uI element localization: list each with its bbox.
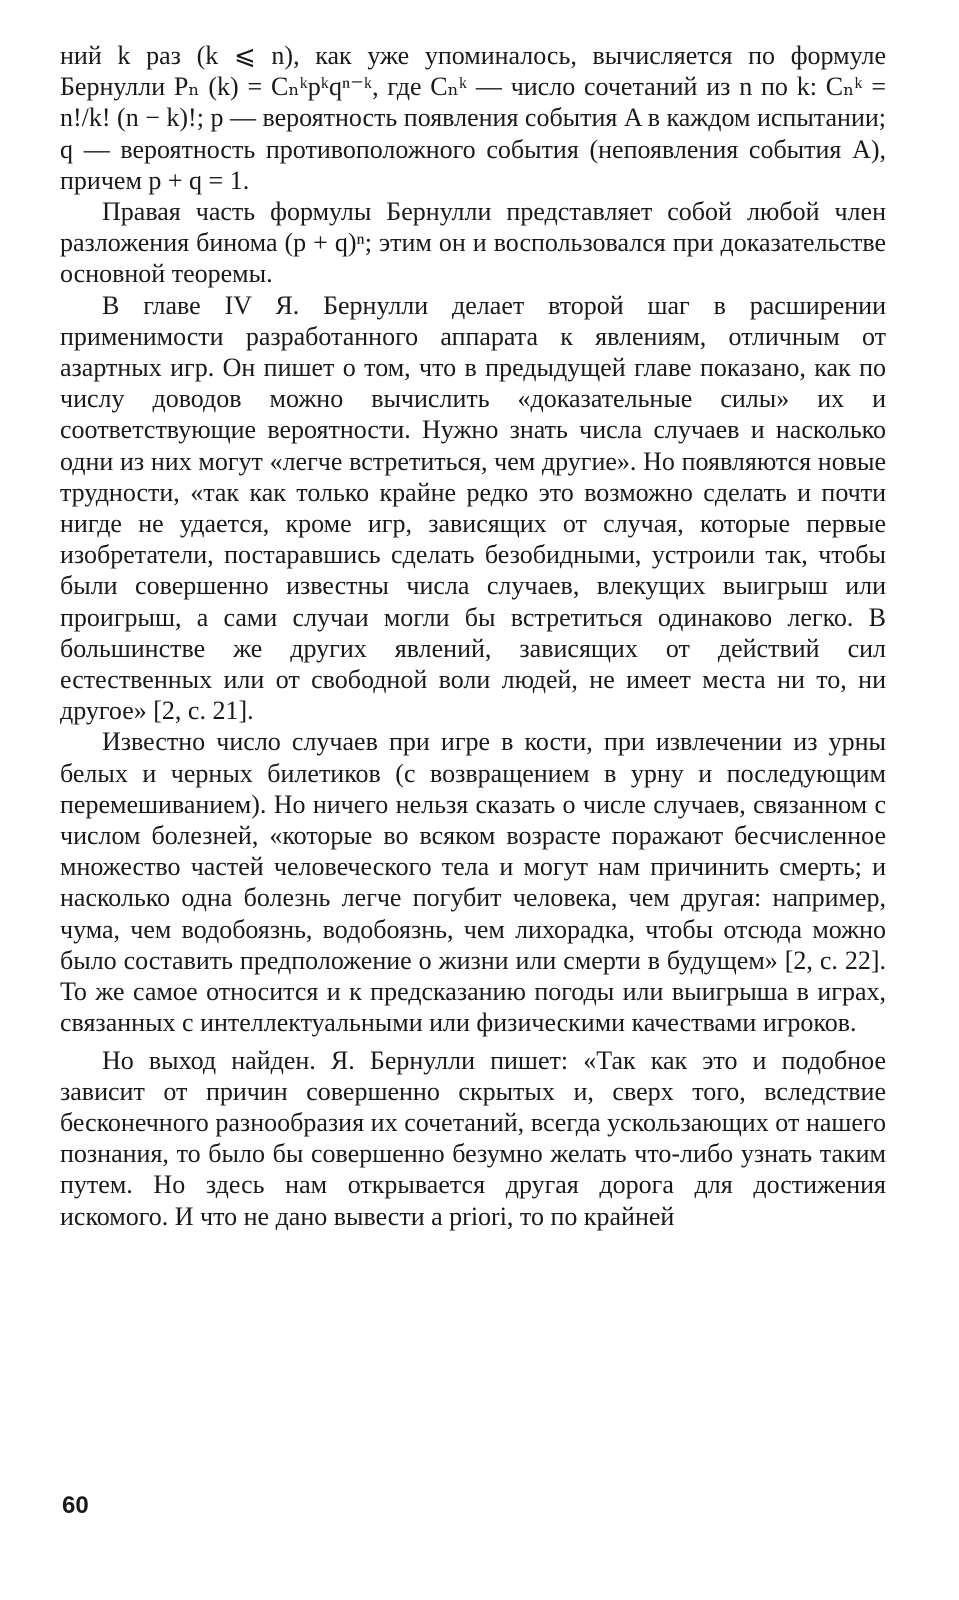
paragraph-2: Правая часть формулы Бернулли представляет собой любой член разложения бинома (p + q)ⁿ; этим он и воспользовался при доказательстве основной теоремы. [60,197,886,289]
paragraph-4: Известно число случаев при игре в кости, при извлечении из урны белых и черных билетиков (с возвращением в урну и последующим перемешиванием). Но ничего нельзя сказать о числе случаев, связанном с числом болезней, «которые во всяком возрасте поражают бесчисленное множество частей человеческого тела и могут нам причинить смерть; и насколько одна болезнь легче погубит человека, чем другая: например, чума, чем водобоязнь, водобоязнь, чем лихорадка, чтобы отсюда можно было составить предположение о жизни или смерти в будущем» [2, с. 22]. То же самое относится и к предсказанию погоды или выигрыша в играх, связанных с интеллектуальными или физическими качествами игроков. [60,727,886,1038]
paragraph-3: В главе IV Я. Бернулли делает второй шаг в расширении применимости разработанного аппарата к явлениям, отличным от азартных игр. Он пишет о том, что в предыдущей главе показано, как по числу доводов можно вычислить «доказательные силы» их и соответствующие вероятности. Нужно знать числа случаев и насколько одни из них могут «легче встретиться, чем другие». Но появляются новые трудности, «так как только крайне редко это возможно сделать и почти нигде не удается, кроме игр, зависящих от случая, которые первые изобретатели, постаравшись сделать безобидными, устроили так, чтобы были совершенно известны числа случаев, влекущих выигрыш или проигрыш, а сами случаи могли бы встретиться одинаково легко. В большинстве же других явлений, зависящих от действий сил естественных или от свободной воли людей, не имеет места ни то, ни другое» [2, с. 21]. [60,290,886,726]
paragraph-5: Но выход найден. Я. Бернулли пишет: «Так как это и подобное зависит от причин совершенно скрытых и, сверх того, вследствие бесконечного разнообразия их сочетаний, всегда ускользающих от нашего познания, то было бы совершенно безумно желать что-либо узнать таким путем. Но здесь нам открывается другая дорога для достижения искомого. И что не дано вывести a priori, то по крайней [60,1045,886,1231]
page-body [60,40,886,1232]
paragraph-1: ний k раз (k ⩽ n), как уже упоминалось, вычисляется по формуле Бернулли Pₙ (k) = Cₙᵏpᵏqⁿ⁻ᵏ, где Cₙᵏ — число сочетаний из n по k: Cₙᵏ = n!/k! (n − k)!; p — вероятность появления события A в каждом испытании; q — вероятность противоположного события (непоявления события A), причем p + q = 1. [60,41,886,195]
page-number: 60 [62,1492,89,1519]
